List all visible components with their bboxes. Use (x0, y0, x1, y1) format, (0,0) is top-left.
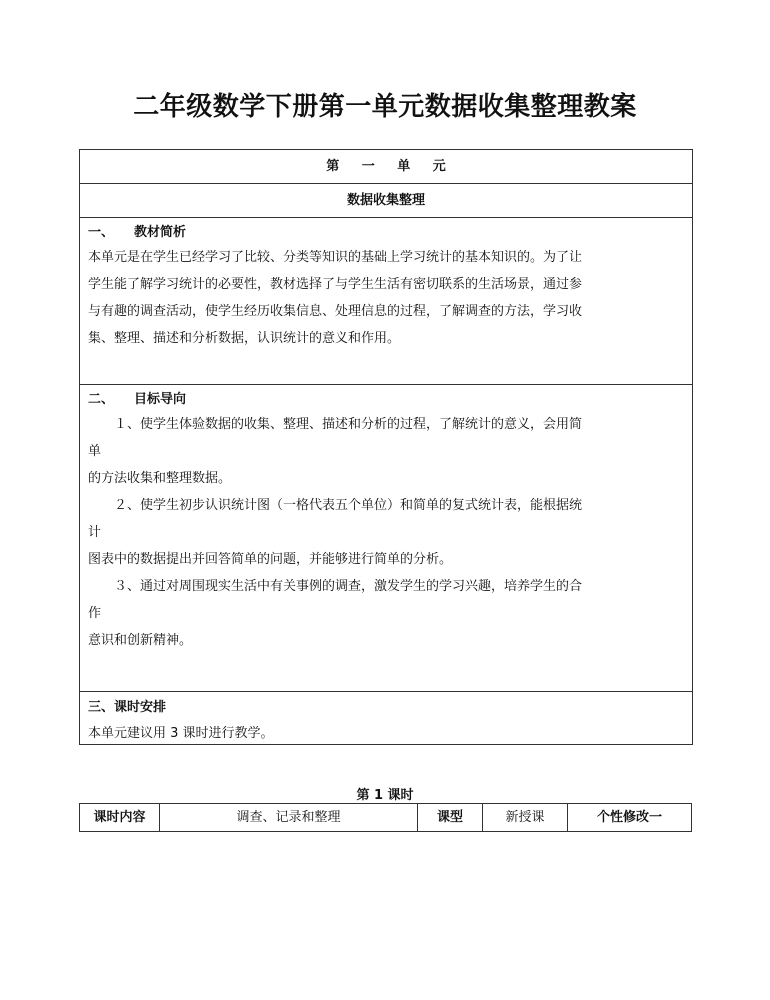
goal-wrap-line: 单 (88, 444, 102, 459)
unit-name: 数据收集整理 (346, 193, 425, 208)
lesson-content-value: 调查、记录和整理 (160, 804, 418, 831)
schedule-text: 本单元建议用 3 课时进行教学。 (88, 726, 274, 741)
section-number: 二、 (88, 392, 115, 407)
lesson-type-value: 新授课 (483, 804, 568, 831)
goal-line: 意识和创新精神。 (88, 633, 193, 648)
section-goals (80, 385, 692, 692)
goal-line: 图表中的数据提出并回答简单的问题，并能够进行简单的分析。 (88, 552, 453, 567)
goal-line: ３、通过对周围现实生活中有关事例的调查，激发学生的学习兴趣，培养学生的合 (114, 579, 583, 594)
section-textbook-analysis (80, 218, 692, 385)
unit-label-row (80, 150, 692, 184)
paragraph-line: 与有趣的调查活动，使学生经历收集信息、处理信息的过程，了解调查的方法，学习收 (88, 304, 583, 319)
lesson-type-label: 课型 (418, 804, 483, 831)
section-schedule (80, 692, 692, 744)
document-title: 二年级数学下册第一单元数据收集整理教案 (133, 92, 637, 122)
goal-wrap-line: 作 (88, 606, 102, 621)
section-title: 三、课时安排 (88, 700, 167, 715)
section-heading (88, 389, 684, 411)
section-title: 目标导向 (134, 392, 187, 407)
lesson-title: 第 1 课时 (356, 788, 414, 803)
unit-label: 第 一 单 元 (326, 159, 455, 174)
paragraph-line: 本单元是在学生已经学习了比较、分类等知识的基础上学习统计的基本知识的。为了让 (88, 250, 583, 265)
unit-table (79, 149, 693, 745)
unit-name-row (80, 184, 692, 218)
section-number: 一、 (88, 225, 115, 240)
lesson-table (79, 803, 692, 832)
goal-wrap-line: 计 (88, 525, 102, 540)
goal-line: ２、使学生初步认识统计图（一格代表五个单位）和简单的复式统计表，能根据统 (114, 498, 583, 513)
goal-line: １、使学生体验数据的收集、整理、描述和分析的过程，了解统计的意义，会用简 (114, 417, 583, 432)
goal-line: 的方法收集和整理数据。 (88, 471, 232, 486)
personal-revision-label: 个性修改一 (596, 810, 662, 825)
lesson-content-label: 课时内容 (80, 804, 160, 831)
section-heading (88, 222, 684, 244)
section-title: 教材简析 (134, 225, 187, 240)
paragraph-line: 集、整理、描述和分析数据，认识统计的意义和作用。 (88, 331, 401, 346)
paragraph-line: 学生能了解学习统计的必要性，教材选择了与学生生活有密切联系的生活场景，通过参 (88, 277, 583, 292)
